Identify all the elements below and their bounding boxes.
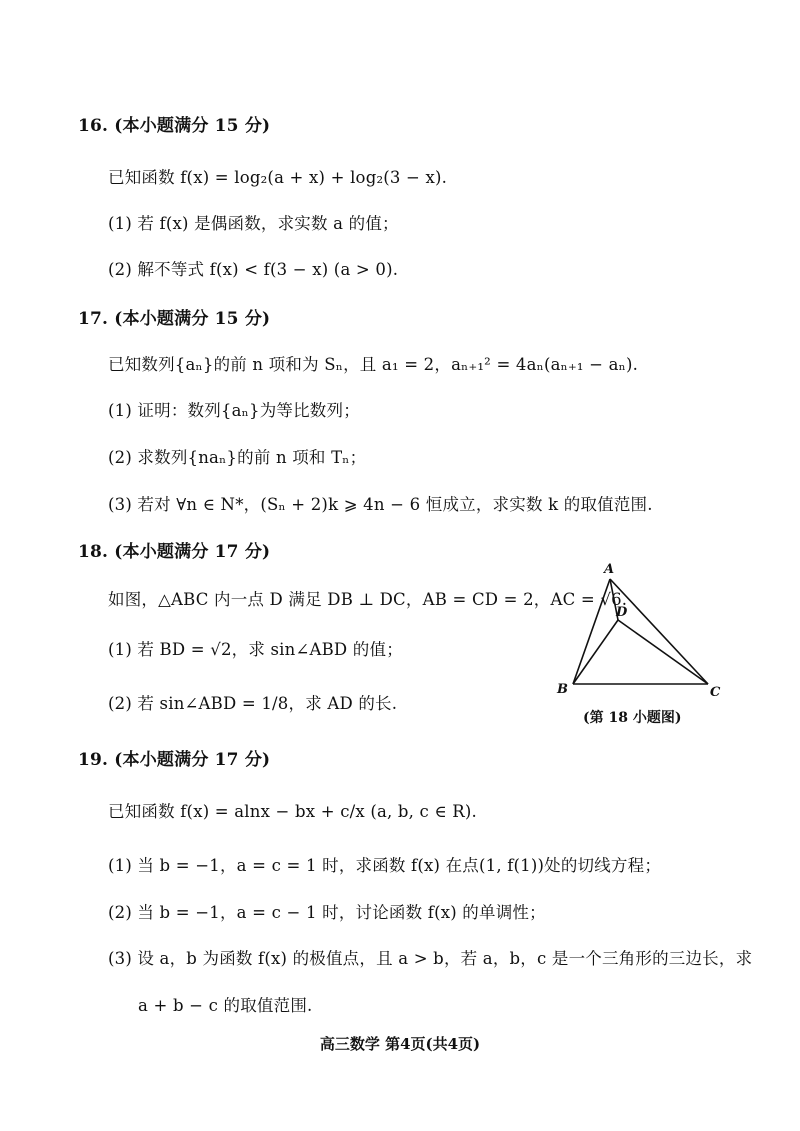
vertex-label-a: A (604, 562, 615, 577)
q17-stem: 已知数列{aₙ}的前 n 项和为 Sₙ，且 a₁ = 2，aₙ₊₁² = 4aₙ(aₙ₊₁ − aₙ). (108, 355, 639, 374)
vertex-label-d: D (616, 605, 628, 620)
q18-heading: 18. (本小题满分 17 分) (78, 542, 271, 562)
q18-stem: 如图，△ABC 内一点 D 满足 DB ⊥ DC，AB = CD = 2，AC = √6. (108, 590, 628, 609)
vertex-label-b: B (557, 682, 568, 697)
edge-db (573, 620, 618, 684)
edge-dc (618, 620, 708, 684)
q16-heading: 16. (本小题满分 15 分) (78, 116, 271, 136)
q19-part1: (1) 当 b = −1，a = c = 1 时，求函数 f(x) 在点(1, f(1))处的切线方程； (108, 856, 662, 875)
q19-heading: 19. (本小题满分 17 分) (78, 750, 271, 770)
triangle-figure (553, 560, 733, 730)
q18-part1: (1) 若 BD = √2，求 sin∠ABD 的值； (108, 640, 403, 659)
q19-part3-line1: (3) 设 a，b 为函数 f(x) 的极值点，且 a > b，若 a，b，c 是一个三角形的三边长，求 (108, 949, 753, 968)
q17-heading: 17. (本小题满分 15 分) (78, 309, 271, 329)
q19-part3-line2: a + b − c 的取值范围. (138, 996, 313, 1015)
vertex-label-c: C (710, 685, 721, 700)
triangle-diagram (553, 560, 733, 700)
figure-caption: (第 18 小题图) (583, 710, 682, 726)
q19-part2: (2) 当 b = −1，a = c − 1 时，讨论函数 f(x) 的单调性； (108, 903, 546, 922)
edge-ac (610, 579, 708, 684)
edge-ab (573, 579, 610, 684)
q16-part2: (2) 解不等式 f(x) < f(3 − x) (a > 0). (108, 260, 399, 279)
page-footer: 高三数学 第4页(共4页) (319, 1035, 481, 1053)
q17-part3: (3) 若对 ∀n ∈ N*，(Sₙ + 2)k ⩾ 4n − 6 恒成立，求实数 k 的取值范围. (108, 495, 653, 514)
q16-stem: 已知函数 f(x) = log₂(a + x) + log₂(3 − x). (108, 168, 448, 187)
q17-part2: (2) 求数列{naₙ}的前 n 项和 Tₙ； (108, 448, 367, 467)
q17-part1: (1) 证明：数列{aₙ}为等比数列； (108, 401, 360, 420)
q16-part1: (1) 若 f(x) 是偶函数，求实数 a 的值； (108, 214, 399, 233)
q18-part2: (2) 若 sin∠ABD = 1/8，求 AD 的长. (108, 694, 398, 713)
q19-stem: 已知函数 f(x) = alnx − bx + c/x (a, b, c ∈ R). (108, 802, 478, 821)
